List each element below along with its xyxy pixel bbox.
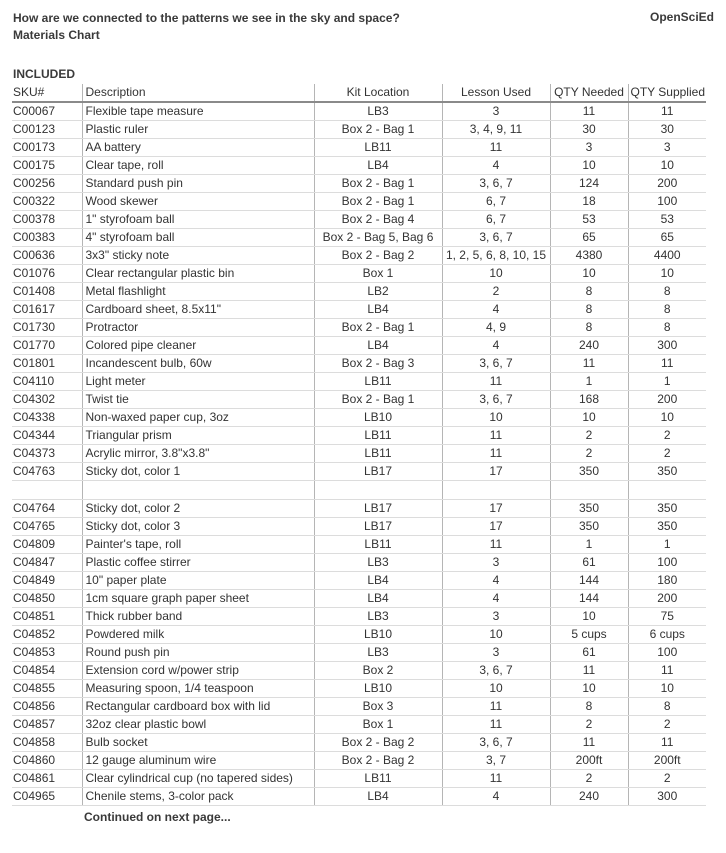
lesson-used-cell: 3, 6, 7 (442, 391, 550, 409)
description-cell: Twist tie (82, 391, 314, 409)
description-cell: Non-waxed paper cup, 3oz (82, 409, 314, 427)
description-cell: Metal flashlight (82, 283, 314, 301)
brand-name: OpenSciEd (649, 10, 714, 24)
qty-supplied-cell: 11 (628, 102, 706, 121)
table-row (12, 139, 706, 157)
description-cell: Powdered milk (82, 626, 314, 644)
qty-supplied-cell: 2 (628, 427, 706, 445)
lesson-used-cell: 3 (442, 554, 550, 572)
qty-supplied-cell: 3 (628, 139, 706, 157)
qty-supplied-cell: 11 (628, 355, 706, 373)
qty-supplied-cell: 200 (628, 590, 706, 608)
kit-location-cell: Box 2 - Bag 2 (314, 734, 442, 752)
sku-cell: C04763 (12, 463, 82, 481)
kit-location-cell: LB3 (314, 608, 442, 626)
kit-location-cell: LB3 (314, 102, 442, 121)
qty-needed-cell: 10 (550, 157, 628, 175)
qty-supplied-cell: 350 (628, 500, 706, 518)
lesson-used-cell: 10 (442, 626, 550, 644)
qty-needed-cell: 1 (550, 536, 628, 554)
sku-cell: C00383 (12, 229, 82, 247)
table-row (12, 500, 706, 518)
description-cell: Clear rectangular plastic bin (82, 265, 314, 283)
qty-supplied-cell: 2 (628, 716, 706, 734)
table-row (12, 391, 706, 409)
table-row (12, 788, 706, 806)
qty-needed-cell: 2 (550, 427, 628, 445)
qty-supplied-cell: 2 (628, 770, 706, 788)
table-row (12, 337, 706, 355)
description-cell: Standard push pin (82, 175, 314, 193)
qty-needed-cell: 240 (550, 337, 628, 355)
kit-location-cell: LB11 (314, 445, 442, 463)
qty-needed-cell: 10 (550, 608, 628, 626)
lesson-used-cell: 3, 6, 7 (442, 734, 550, 752)
sku-cell: C04854 (12, 662, 82, 680)
kit-location-cell: Box 1 (314, 716, 442, 734)
sku-cell: C04851 (12, 608, 82, 626)
qty-supplied-cell: 10 (628, 409, 706, 427)
qty-needed-cell: 65 (550, 229, 628, 247)
lesson-used-cell: 10 (442, 680, 550, 698)
sku-cell: C04110 (12, 373, 82, 391)
kit-location-cell: LB4 (314, 788, 442, 806)
lesson-used-cell: 11 (442, 770, 550, 788)
description-cell: Measuring spoon, 1/4 teaspoon (82, 680, 314, 698)
qty-needed-cell: 10 (550, 265, 628, 283)
table-row (12, 572, 706, 590)
qty-supplied-cell: 11 (628, 662, 706, 680)
qty-needed-cell: 3 (550, 139, 628, 157)
lesson-used-cell: 11 (442, 716, 550, 734)
qty-supplied-cell: 65 (628, 229, 706, 247)
kit-location-cell: LB4 (314, 590, 442, 608)
table-row (12, 770, 706, 788)
kit-location-cell: LB17 (314, 463, 442, 481)
description-cell: 3x3" sticky note (82, 247, 314, 265)
qty-supplied-cell: 100 (628, 644, 706, 662)
kit-location-cell: LB4 (314, 301, 442, 319)
description-cell: Wood skewer (82, 193, 314, 211)
sku-cell: C04852 (12, 626, 82, 644)
qty-supplied-cell: 8 (628, 283, 706, 301)
lesson-used-cell: 6, 7 (442, 211, 550, 229)
description-cell: 1cm square graph paper sheet (82, 590, 314, 608)
description-cell: 12 gauge aluminum wire (82, 752, 314, 770)
lesson-used-cell: 3 (442, 608, 550, 626)
lesson-used-cell: 11 (442, 445, 550, 463)
description-cell: Light meter (82, 373, 314, 391)
qty-supplied-cell: 30 (628, 121, 706, 139)
description-cell: Sticky dot, color 2 (82, 500, 314, 518)
sku-cell: C04764 (12, 500, 82, 518)
table-row (12, 301, 706, 319)
kit-location-cell: LB11 (314, 139, 442, 157)
qty-supplied-cell: 8 (628, 301, 706, 319)
document-question: How are we connected to the patterns we see in the sky and space? (13, 11, 400, 25)
description-cell: 10" paper plate (82, 572, 314, 590)
description-cell: Flexible tape measure (82, 102, 314, 121)
description-cell: 32oz clear plastic bowl (82, 716, 314, 734)
lesson-used-cell: 11 (442, 427, 550, 445)
sku-cell: C01730 (12, 319, 82, 337)
sku-cell: C00322 (12, 193, 82, 211)
qty-supplied-cell: 53 (628, 211, 706, 229)
table-row (12, 698, 706, 716)
table-row (12, 283, 706, 301)
lesson-used-cell: 11 (442, 536, 550, 554)
kit-location-cell: Box 2 - Bag 1 (314, 193, 442, 211)
sku-cell: C04855 (12, 680, 82, 698)
lesson-used-cell (442, 481, 550, 500)
kit-location-cell: Box 2 - Bag 2 (314, 247, 442, 265)
qty-needed-cell: 53 (550, 211, 628, 229)
sku-cell: C04965 (12, 788, 82, 806)
sku-cell: C00123 (12, 121, 82, 139)
table-header-row (12, 84, 706, 102)
kit-location-cell: Box 2 - Bag 3 (314, 355, 442, 373)
qty-needed-cell: 18 (550, 193, 628, 211)
lesson-used-cell: 4 (442, 788, 550, 806)
table-row (12, 734, 706, 752)
sku-cell: C04860 (12, 752, 82, 770)
sku-cell: C04856 (12, 698, 82, 716)
sku-cell: C04847 (12, 554, 82, 572)
qty-supplied-cell: 10 (628, 265, 706, 283)
lesson-used-cell: 4 (442, 337, 550, 355)
kit-location-cell: LB10 (314, 626, 442, 644)
kit-location-cell: Box 2 - Bag 1 (314, 121, 442, 139)
table-row (12, 175, 706, 193)
lesson-used-cell: 17 (442, 463, 550, 481)
qty-supplied-cell: 4400 (628, 247, 706, 265)
kit-location-cell: Box 3 (314, 698, 442, 716)
lesson-used-cell: 11 (442, 698, 550, 716)
lesson-used-cell: 2 (442, 283, 550, 301)
qty-needed-cell: 30 (550, 121, 628, 139)
lesson-used-cell: 4 (442, 590, 550, 608)
table-row (12, 716, 706, 734)
sku-cell: C01617 (12, 301, 82, 319)
table-row (12, 355, 706, 373)
description-cell: Sticky dot, color 3 (82, 518, 314, 536)
description-cell (82, 481, 314, 500)
qty-needed-cell: 11 (550, 734, 628, 752)
kit-location-cell: LB4 (314, 157, 442, 175)
column-header: QTY Supplied (628, 84, 706, 102)
kit-location-cell: Box 2 - Bag 4 (314, 211, 442, 229)
qty-needed-cell: 8 (550, 698, 628, 716)
table-row (12, 752, 706, 770)
lesson-used-cell: 10 (442, 265, 550, 283)
qty-needed-cell: 144 (550, 572, 628, 590)
qty-supplied-cell: 10 (628, 680, 706, 698)
document-subtitle: Materials Chart (13, 28, 100, 42)
lesson-used-cell: 3, 6, 7 (442, 175, 550, 193)
kit-location-cell: LB3 (314, 644, 442, 662)
table-row (12, 229, 706, 247)
table-row (12, 121, 706, 139)
description-cell: Acrylic mirror, 3.8"x3.8" (82, 445, 314, 463)
qty-supplied-cell: 350 (628, 518, 706, 536)
sku-cell: C04857 (12, 716, 82, 734)
kit-location-cell: LB11 (314, 536, 442, 554)
lesson-used-cell: 3, 6, 7 (442, 229, 550, 247)
lesson-used-cell: 3 (442, 644, 550, 662)
description-cell: Triangular prism (82, 427, 314, 445)
table-row (12, 608, 706, 626)
kit-location-cell: LB11 (314, 770, 442, 788)
description-cell: Incandescent bulb, 60w (82, 355, 314, 373)
continued-note: Continued on next page... (84, 810, 231, 824)
sku-cell: C01801 (12, 355, 82, 373)
sku-cell: C00173 (12, 139, 82, 157)
qty-supplied-cell: 6 cups (628, 626, 706, 644)
description-cell: Sticky dot, color 1 (82, 463, 314, 481)
lesson-used-cell: 4 (442, 572, 550, 590)
qty-supplied-cell: 75 (628, 608, 706, 626)
table-row (12, 102, 706, 121)
sku-cell: C04861 (12, 770, 82, 788)
description-cell: Cardboard sheet, 8.5x11" (82, 301, 314, 319)
qty-needed-cell: 8 (550, 301, 628, 319)
table-row (12, 626, 706, 644)
lesson-used-cell: 11 (442, 139, 550, 157)
sku-cell: C01076 (12, 265, 82, 283)
sku-cell: C00175 (12, 157, 82, 175)
qty-needed-cell: 200ft (550, 752, 628, 770)
description-cell: Round push pin (82, 644, 314, 662)
table-row (12, 319, 706, 337)
document-header (13, 10, 400, 44)
sku-cell: C00067 (12, 102, 82, 121)
kit-location-cell: LB10 (314, 680, 442, 698)
qty-supplied-cell: 350 (628, 463, 706, 481)
table-row (12, 481, 706, 500)
qty-needed-cell: 1 (550, 373, 628, 391)
qty-supplied-cell: 8 (628, 319, 706, 337)
kit-location-cell: LB11 (314, 427, 442, 445)
sku-cell: C04858 (12, 734, 82, 752)
table-row (12, 536, 706, 554)
qty-supplied-cell: 1 (628, 373, 706, 391)
kit-location-cell: LB3 (314, 554, 442, 572)
description-cell: Extension cord w/power strip (82, 662, 314, 680)
table-row (12, 644, 706, 662)
lesson-used-cell: 3, 6, 7 (442, 662, 550, 680)
kit-location-cell: Box 2 - Bag 1 (314, 391, 442, 409)
qty-needed-cell: 8 (550, 283, 628, 301)
sku-cell (12, 481, 82, 500)
qty-supplied-cell: 2 (628, 445, 706, 463)
qty-needed-cell (550, 481, 628, 500)
qty-needed-cell: 8 (550, 319, 628, 337)
qty-supplied-cell: 10 (628, 157, 706, 175)
qty-supplied-cell (628, 481, 706, 500)
kit-location-cell: LB17 (314, 518, 442, 536)
qty-supplied-cell: 200ft (628, 752, 706, 770)
sku-cell: C04849 (12, 572, 82, 590)
kit-location-cell: Box 2 - Bag 1 (314, 175, 442, 193)
sku-cell: C04338 (12, 409, 82, 427)
qty-supplied-cell: 300 (628, 788, 706, 806)
table-row (12, 427, 706, 445)
qty-supplied-cell: 1 (628, 536, 706, 554)
qty-needed-cell: 11 (550, 662, 628, 680)
kit-location-cell: LB2 (314, 283, 442, 301)
table-row (12, 445, 706, 463)
description-cell: Clear cylindrical cup (no tapered sides) (82, 770, 314, 788)
sku-cell: C04850 (12, 590, 82, 608)
qty-needed-cell: 350 (550, 463, 628, 481)
qty-supplied-cell: 200 (628, 391, 706, 409)
qty-needed-cell: 61 (550, 644, 628, 662)
lesson-used-cell: 3 (442, 102, 550, 121)
kit-location-cell: LB17 (314, 500, 442, 518)
table-row (12, 518, 706, 536)
sku-cell: C04853 (12, 644, 82, 662)
description-cell: 4" styrofoam ball (82, 229, 314, 247)
qty-needed-cell: 124 (550, 175, 628, 193)
qty-needed-cell: 144 (550, 590, 628, 608)
qty-supplied-cell: 100 (628, 554, 706, 572)
table-row (12, 662, 706, 680)
description-cell: Protractor (82, 319, 314, 337)
sku-cell: C01770 (12, 337, 82, 355)
qty-supplied-cell: 300 (628, 337, 706, 355)
materials-table (12, 84, 706, 806)
column-header: SKU# (12, 84, 82, 102)
qty-needed-cell: 10 (550, 680, 628, 698)
kit-location-cell (314, 481, 442, 500)
kit-location-cell: LB10 (314, 409, 442, 427)
sku-cell: C01408 (12, 283, 82, 301)
lesson-used-cell: 3, 7 (442, 752, 550, 770)
lesson-used-cell: 11 (442, 373, 550, 391)
description-cell: 1" styrofoam ball (82, 211, 314, 229)
qty-supplied-cell: 100 (628, 193, 706, 211)
description-cell: Colored pipe cleaner (82, 337, 314, 355)
qty-needed-cell: 4380 (550, 247, 628, 265)
section-label: INCLUDED (13, 67, 75, 81)
description-cell: Chenile stems, 3-color pack (82, 788, 314, 806)
table-row (12, 409, 706, 427)
description-cell: Rectangular cardboard box with lid (82, 698, 314, 716)
qty-needed-cell: 10 (550, 409, 628, 427)
kit-location-cell: LB4 (314, 337, 442, 355)
sku-cell: C04302 (12, 391, 82, 409)
kit-location-cell: Box 2 - Bag 5, Bag 6 (314, 229, 442, 247)
table-row (12, 680, 706, 698)
table-row (12, 554, 706, 572)
column-header: QTY Needed (550, 84, 628, 102)
kit-location-cell: Box 2 - Bag 1 (314, 319, 442, 337)
qty-needed-cell: 2 (550, 716, 628, 734)
qty-supplied-cell: 11 (628, 734, 706, 752)
qty-needed-cell: 11 (550, 355, 628, 373)
description-cell: Painter's tape, roll (82, 536, 314, 554)
qty-supplied-cell: 180 (628, 572, 706, 590)
sku-cell: C00378 (12, 211, 82, 229)
kit-location-cell: Box 1 (314, 265, 442, 283)
lesson-used-cell: 17 (442, 518, 550, 536)
kit-location-cell: LB4 (314, 572, 442, 590)
qty-needed-cell: 61 (550, 554, 628, 572)
table-row (12, 247, 706, 265)
description-cell: Thick rubber band (82, 608, 314, 626)
table-row (12, 265, 706, 283)
qty-supplied-cell: 200 (628, 175, 706, 193)
qty-needed-cell: 168 (550, 391, 628, 409)
table-row (12, 157, 706, 175)
lesson-used-cell: 3, 6, 7 (442, 355, 550, 373)
column-header: Lesson Used (442, 84, 550, 102)
kit-location-cell: LB11 (314, 373, 442, 391)
description-cell: Plastic ruler (82, 121, 314, 139)
sku-cell: C04765 (12, 518, 82, 536)
lesson-used-cell: 3, 4, 9, 11 (442, 121, 550, 139)
lesson-used-cell: 10 (442, 409, 550, 427)
table-row (12, 373, 706, 391)
description-cell: Clear tape, roll (82, 157, 314, 175)
lesson-used-cell: 1, 2, 5, 6, 8, 10, 15 (442, 247, 550, 265)
table-row (12, 211, 706, 229)
qty-needed-cell: 11 (550, 102, 628, 121)
qty-needed-cell: 240 (550, 788, 628, 806)
description-cell: AA battery (82, 139, 314, 157)
kit-location-cell: Box 2 (314, 662, 442, 680)
qty-needed-cell: 350 (550, 500, 628, 518)
sku-cell: C04344 (12, 427, 82, 445)
qty-needed-cell: 2 (550, 445, 628, 463)
column-header: Description (82, 84, 314, 102)
table-row (12, 193, 706, 211)
table-row (12, 463, 706, 481)
qty-needed-cell: 350 (550, 518, 628, 536)
lesson-used-cell: 4, 9 (442, 319, 550, 337)
lesson-used-cell: 4 (442, 301, 550, 319)
table-row (12, 590, 706, 608)
qty-needed-cell: 5 cups (550, 626, 628, 644)
lesson-used-cell: 17 (442, 500, 550, 518)
qty-supplied-cell: 8 (628, 698, 706, 716)
description-cell: Bulb socket (82, 734, 314, 752)
kit-location-cell: Box 2 - Bag 2 (314, 752, 442, 770)
lesson-used-cell: 6, 7 (442, 193, 550, 211)
description-cell: Plastic coffee stirrer (82, 554, 314, 572)
sku-cell: C04809 (12, 536, 82, 554)
sku-cell: C04373 (12, 445, 82, 463)
column-header: Kit Location (314, 84, 442, 102)
sku-cell: C00256 (12, 175, 82, 193)
sku-cell: C00636 (12, 247, 82, 265)
lesson-used-cell: 4 (442, 157, 550, 175)
qty-needed-cell: 2 (550, 770, 628, 788)
